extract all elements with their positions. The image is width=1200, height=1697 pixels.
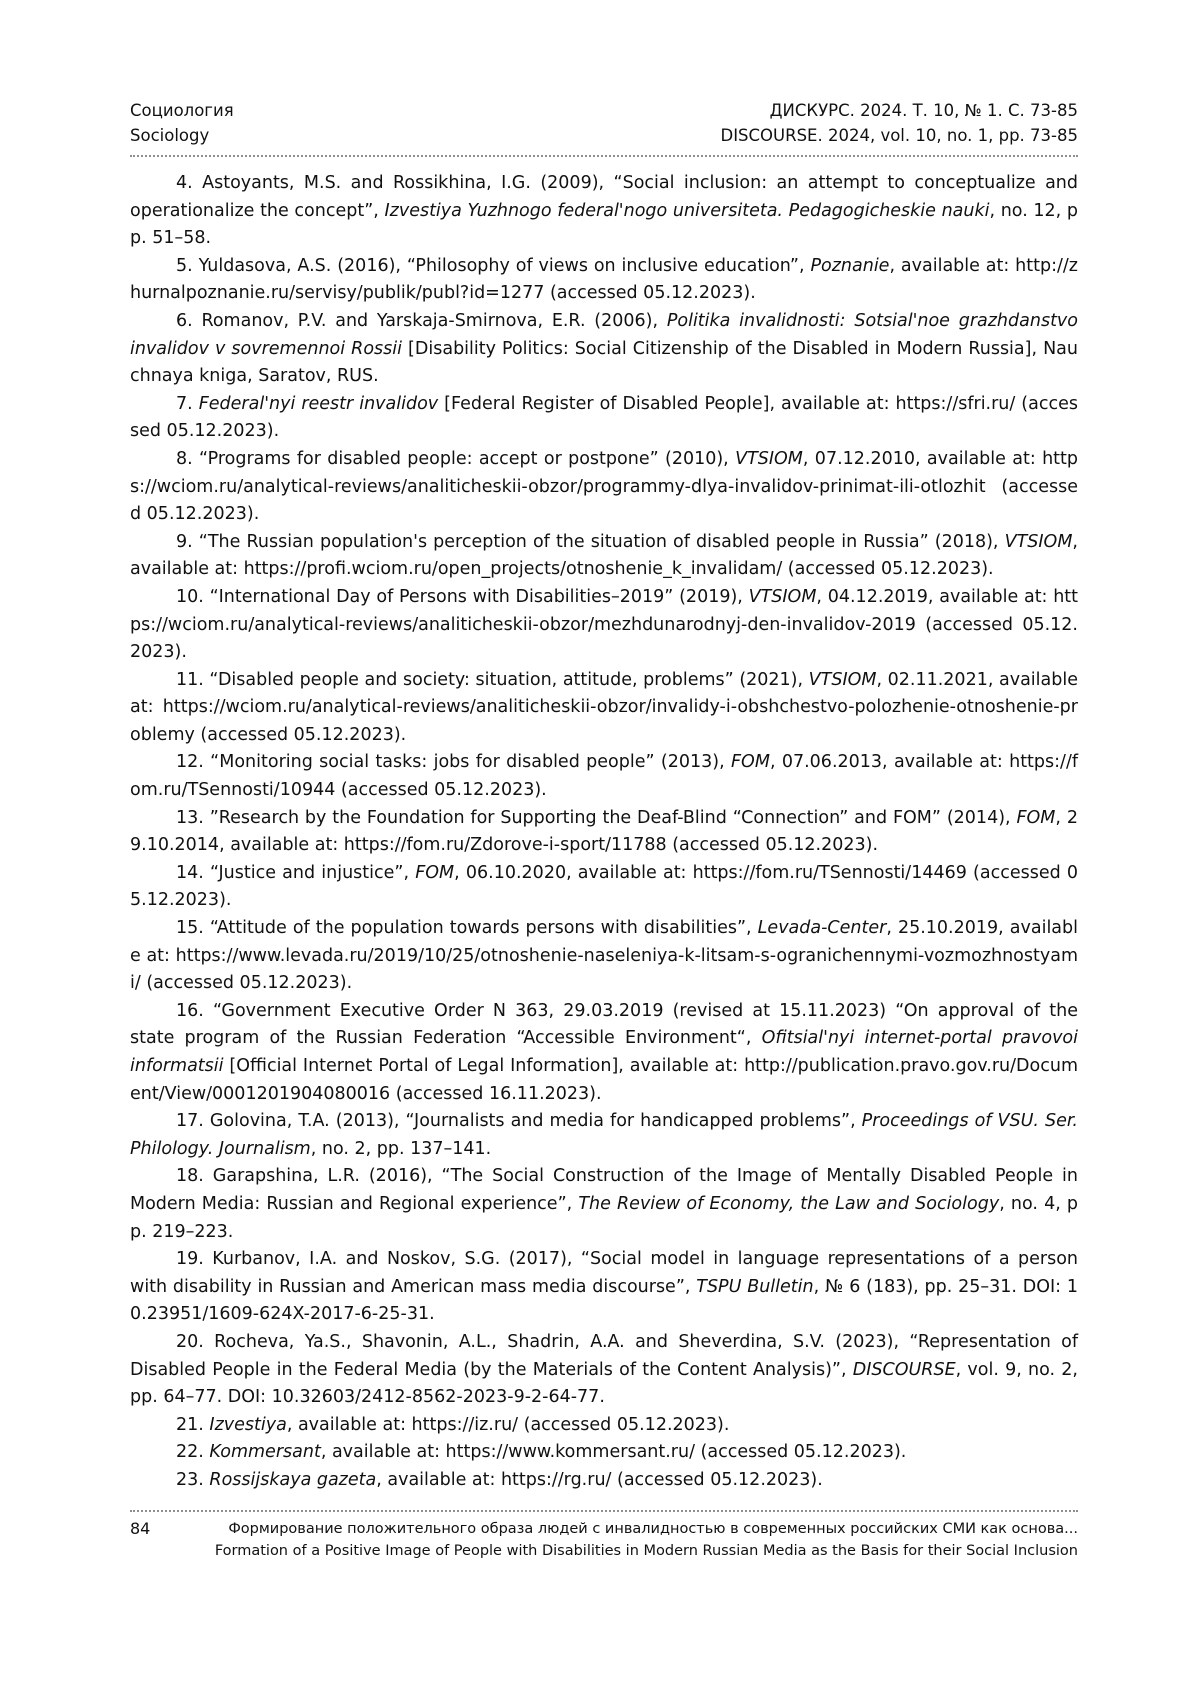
reference-source-italic: Federal'nyi reestr invalidov <box>198 393 439 414</box>
reference-source-italic: VTSIOM <box>735 448 803 469</box>
reference-details: , 06.10.2020, available at: https://fom.ru/TSennosti/14469 (accessed 05.12.2023). <box>130 862 1078 911</box>
reference-text: 6. Romanov, P.V. and Yarskaja-Smirnova, E.R. (2006), <box>176 310 667 331</box>
reference-item <box>130 170 1078 253</box>
reference-source-italic: TSPU Bulletin <box>696 1276 814 1297</box>
reference-source-italic: VTSIOM <box>1004 531 1073 552</box>
reference-item <box>130 529 1078 584</box>
reference-text: 21. <box>176 1414 210 1435</box>
reference-source-italic: Levada-Center <box>757 918 887 939</box>
reference-item <box>130 1246 1078 1329</box>
article-title-ru: Формирование положительного образа людей с инвалидностью в современных российских СМИ как основа... <box>228 1520 1078 1537</box>
reference-text: 19. Kurbanov, I.A. and Noskov, S.G. (2017), “Social model in language representations of a person with disability in Russian and American mass media discourse”, <box>130 1249 1078 1297</box>
reference-source-italic: The Review of Economy, the Law and Sociology <box>578 1193 1000 1214</box>
reference-text: 9. “The Russian population's perception of the situation of disabled people in Russia” (2018), <box>176 531 1005 552</box>
reference-details: , available at: https://iz.ru/ (accessed 05.12.2023). <box>286 1414 730 1435</box>
reference-details: , no. 4, pp. 219–223. <box>130 1193 1079 1242</box>
reference-item <box>130 1412 1078 1440</box>
reference-details: , available at: http://zhurnalpoznanie.ru/servisy/publik/publ?id=1277 (accessed 05.12.2023). <box>130 255 1078 304</box>
reference-source-italic: Poznanie <box>810 255 890 276</box>
reference-text: 20. Rocheva, Ya.S., Shavonin, A.L., Shadrin, A.A. and Sheverdina, S.V. (2023), “Representation of Disabled People in the Federal Media (by the Materials of the Content Analysis)”, <box>130 1331 1078 1380</box>
reference-details: , available at: https://profi.wciom.ru/open_projects/otnoshenie_k_invalidam/ (accessed 05.12.2023). <box>130 531 1078 580</box>
reference-text: 4. Astoyants, M.S. and Rossikhina, I.G. (2009), “Social inclusion: an attempt to conceptualize and operationalize the concept”, <box>130 173 1078 221</box>
reference-text: 14. “Justice and injustice”, <box>176 862 416 883</box>
header-divider <box>130 155 1078 157</box>
page <box>130 98 1078 1562</box>
reference-details: [Federal Register of Disabled People], available at: https://sfri.ru/ (accessed 05.12.2023). <box>130 393 1078 442</box>
section-title-ru: Социология <box>130 101 234 120</box>
reference-details: , no. 2, pp. 137–141. <box>310 1138 492 1159</box>
reference-item <box>130 253 1078 308</box>
reference-item <box>130 1467 1078 1495</box>
header-section <box>130 98 234 148</box>
reference-item <box>130 1108 1078 1163</box>
reference-item <box>130 1439 1078 1467</box>
reference-text: 7. <box>176 393 199 414</box>
reference-text: 5. Yuldasova, A.S. (2016), “Philosophy of views on inclusive education”, <box>176 255 811 276</box>
reference-item <box>130 667 1078 750</box>
reference-details: , no. 12, pp. 51–58. <box>130 200 1078 249</box>
reference-text: 16. “Government Executive Order N 363, 29.03.2019 (revised at 15.11.2023) “On approval of the state program of the Russian Federation “Accessible Environment“, <box>130 1000 1078 1049</box>
reference-details: , 07.12.2010, available at: https://wciom.ru/analytical-reviews/analiticheskii-obzor/programmy-dlya-invalidov-prinimat-ili-otlozhit (accessed 05.12.2023). <box>130 448 1078 525</box>
reference-details: , 29.10.2014, available at: https://fom.ru/Zdorove-i-sport/11788 (accessed 05.12.2023). <box>130 807 1078 856</box>
reference-text: 15. “Attitude of the population towards persons with disabilities”, <box>176 918 758 939</box>
reference-source-italic: Rossijskaya gazeta <box>209 1469 377 1490</box>
reference-details: , 02.11.2021, available at: https://wciom.ru/analytical-reviews/analiticheskii-obzor/invalidy-i-obshchestvo-polozhenie-otnoshenie-problemy (accessed 05.12.2023). <box>130 669 1078 745</box>
article-titles <box>130 1518 1078 1562</box>
header-journal <box>720 98 1078 148</box>
reference-text: 11. “Disabled people and society: situation, attitude, problems” (2021), <box>176 669 809 690</box>
reference-item <box>130 805 1078 860</box>
article-title-en: Formation of a Positive Image of People with Disabilities in Modern Russian Media as the Basis for their Social Inclusion <box>214 1542 1078 1559</box>
reference-details: , № 6 (183), pp. 25–31. DOI: 10.23951/1609-624X-2017-6-25-31. <box>130 1276 1078 1325</box>
reference-details: , 07.06.2013, available at: https://fom.ru/TSennosti/10944 (accessed 05.12.2023). <box>130 752 1078 801</box>
section-title-en: Sociology <box>130 126 210 145</box>
reference-item <box>130 998 1078 1108</box>
reference-source-italic: Politika invalidnosti: Sotsial'noe grazhdanstvo invalidov v sovremennoi Rossii <box>130 310 1078 359</box>
footer-divider <box>130 1510 1078 1512</box>
reference-item <box>130 308 1078 391</box>
reference-details: , 04.12.2019, available at: https://wciom.ru/analytical-reviews/analiticheskii-obzor/mezhdunarodnyj-den-invalidov-2019 (accessed 05.12.2023). <box>130 586 1079 663</box>
reference-details: , vol. 9, no. 2, pp. 64–77. DOI: 10.32603/2412-8562-2023-9-2-64-77. <box>130 1359 1078 1408</box>
reference-source-italic: Kommersant <box>209 1442 321 1463</box>
reference-source-italic: Proceedings of VSU. Ser. Philology. Journalism <box>130 1111 1078 1159</box>
reference-text: 13. ”Research by the Foundation for Supporting the Deaf-Blind “Connection” and FOM” (2014), <box>176 807 1017 828</box>
reference-source-italic: FOM <box>415 862 455 883</box>
reference-text: 12. “Monitoring social tasks: jobs for disabled people” (2013), <box>176 752 731 773</box>
reference-item <box>130 749 1078 804</box>
reference-source-italic: Izvestiya <box>209 1414 287 1435</box>
reference-text: 18. Garapshina, L.R. (2016), “The Social Construction of the Image of Mentally Disabled People in Modern Media: Russian and Regional experience”, <box>130 1166 1078 1214</box>
reference-text: 8. “Programs for disabled people: accept or postpone” (2010), <box>176 448 736 469</box>
reference-item <box>130 584 1078 667</box>
reference-item <box>130 915 1078 998</box>
reference-details: [Official Internet Portal of Legal Information], available at: http://publication.pravo.gov.ru/Document/View/0001201904080016 (accessed 16.11.2023). <box>130 1056 1078 1104</box>
page-number: 84 <box>130 1518 151 1538</box>
reference-details: , available at: https://rg.ru/ (accessed 05.12.2023). <box>376 1469 823 1490</box>
reference-item <box>130 391 1078 446</box>
reference-source-italic: FOM <box>730 752 770 773</box>
reference-source-italic: Ofitsial'nyi internet-portal pravovoi informatsii <box>130 1028 1078 1076</box>
reference-text: 17. Golovina, T.A. (2013), “Journalists and media for handicapped problems”, <box>176 1111 862 1132</box>
reference-item <box>130 446 1078 529</box>
reference-details: [Disability Politics: Social Citizenship of the Disabled in Modern Russia], Nauchnaya kniga, Saratov, RUS. <box>130 338 1078 387</box>
reference-details: , 25.10.2019, available at: https://www.levada.ru/2019/10/25/otnoshenie-naseleniya-k-litsam-s-ogranichennymi-vozmozhnostyami/ (accessed 05.12.2023). <box>130 918 1078 994</box>
reference-text: 23. <box>176 1469 210 1490</box>
reference-details: , available at: https://www.kommersant.ru/ (accessed 05.12.2023). <box>320 1442 907 1463</box>
reference-item <box>130 1163 1078 1246</box>
reference-text: 10. “International Day of Persons with Disabilities–2019” (2019), <box>176 586 749 607</box>
reference-source-italic: VTSIOM <box>808 669 877 690</box>
reference-source-italic: DISCOURSE <box>852 1359 956 1380</box>
journal-citation-en: DISCOURSE. 2024, vol. 10, no. 1, pp. 73-85 <box>720 126 1078 145</box>
reference-item <box>130 1329 1078 1412</box>
running-header <box>130 98 1078 148</box>
journal-citation-ru: ДИСКУРС. 2024. Т. 10, № 1. С. 73-85 <box>769 101 1078 120</box>
reference-source-italic: VTSIOM <box>748 586 817 607</box>
reference-source-italic: FOM <box>1016 807 1056 828</box>
reference-list <box>130 170 1078 1495</box>
reference-source-italic: Izvestiya Yuzhnogo federal'nogo universiteta. Pedagogicheskie nauki <box>384 200 990 221</box>
reference-item <box>130 860 1078 915</box>
reference-text: 22. <box>176 1442 210 1463</box>
running-footer <box>130 1518 1078 1562</box>
